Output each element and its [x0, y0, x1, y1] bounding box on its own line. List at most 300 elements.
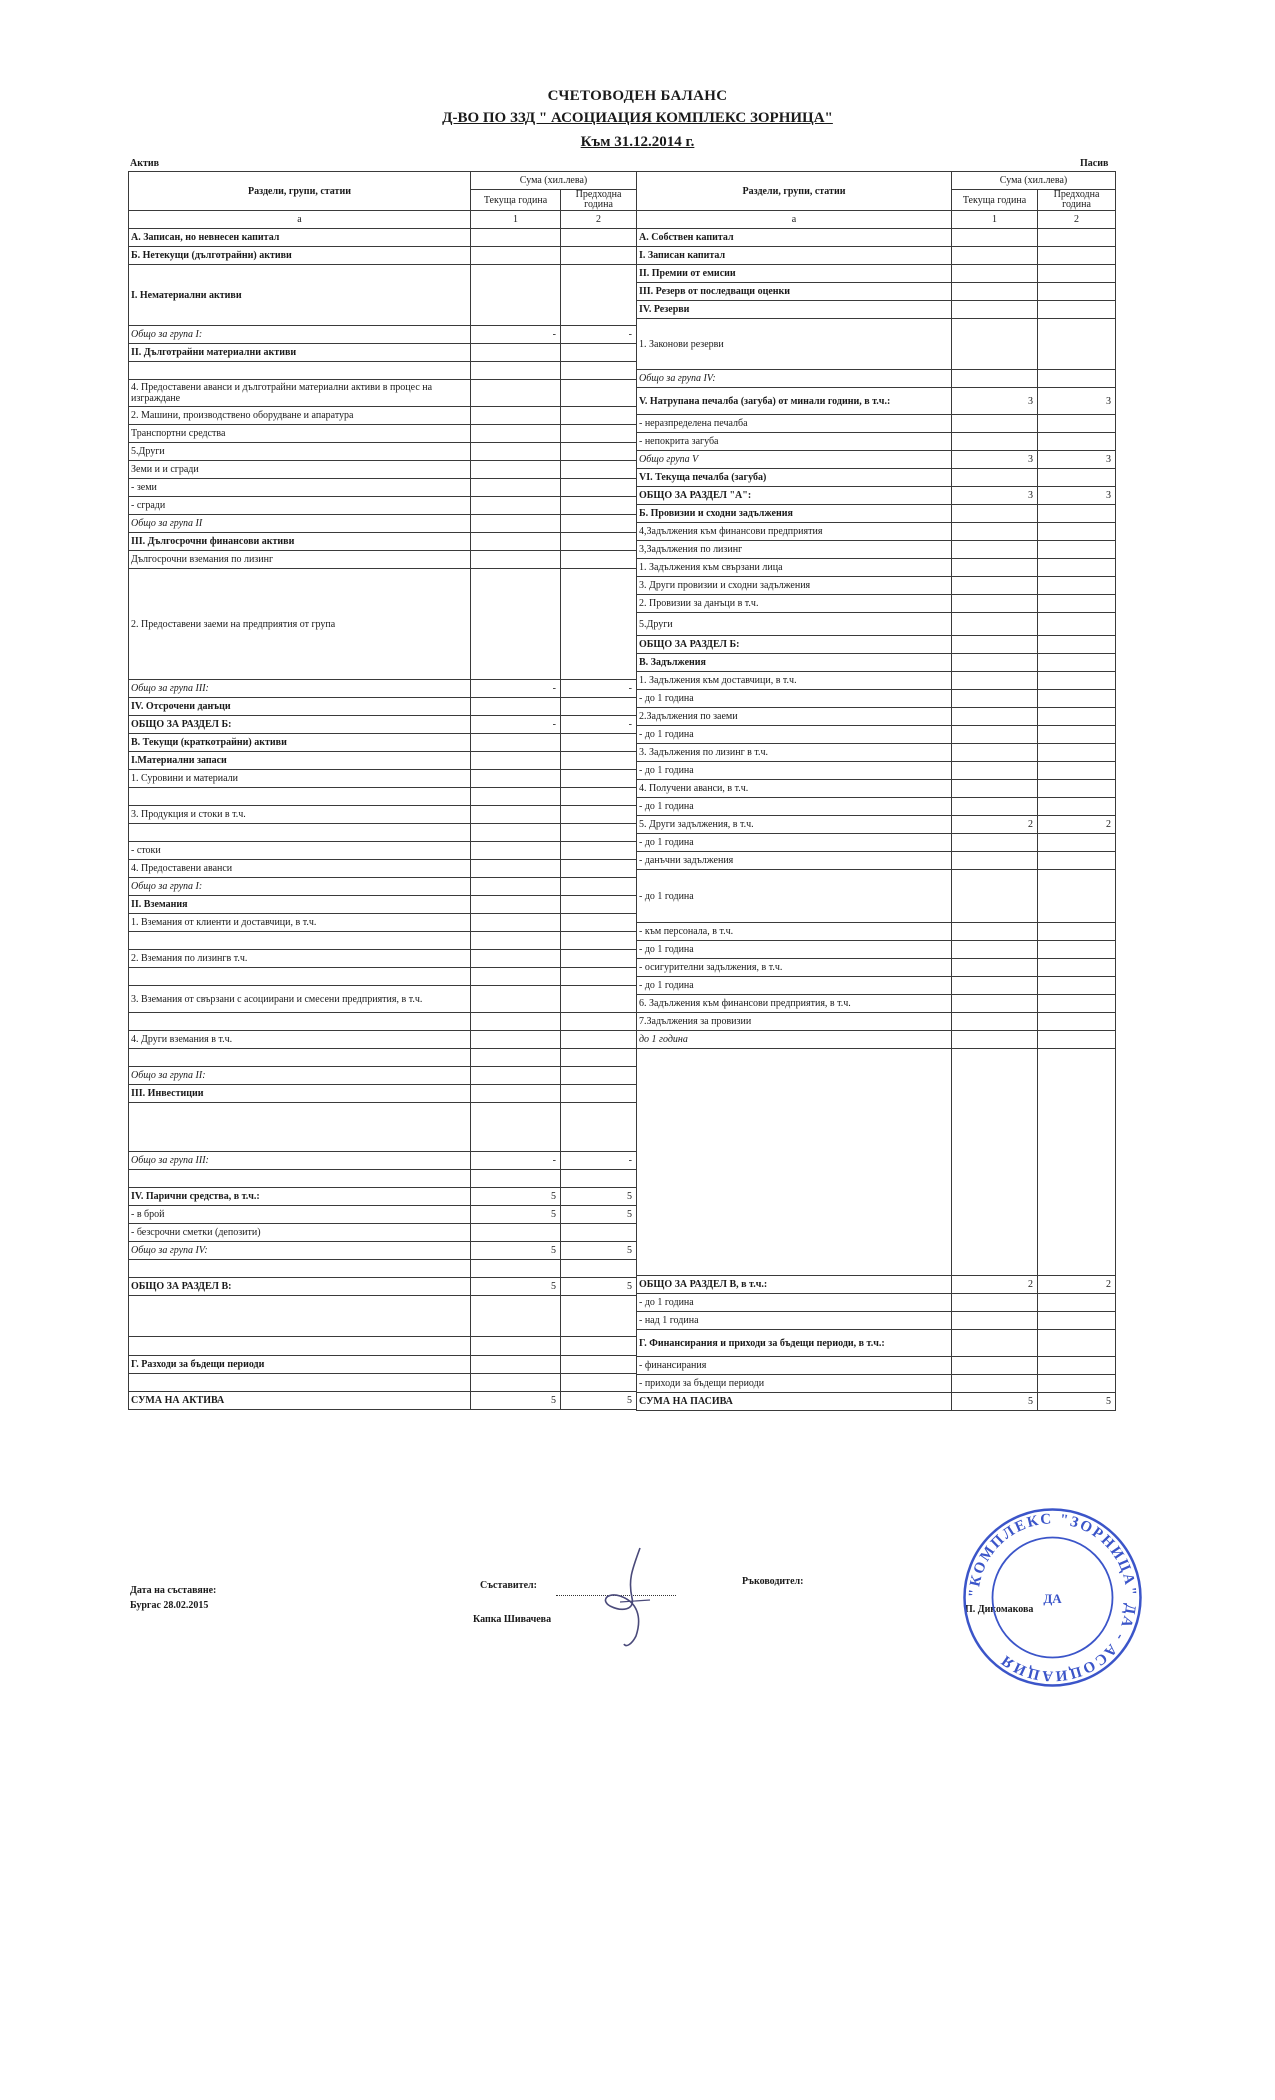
- asset-row: [129, 1296, 637, 1337]
- asset-row: [129, 533, 637, 551]
- liab-row-previous: [1038, 672, 1116, 690]
- liab-row-label: ОБЩО ЗА РАЗДЕЛ В, в т.ч.:: [637, 1276, 952, 1294]
- liab-row-current: [952, 834, 1038, 852]
- asset-row: [129, 407, 637, 425]
- asset-row-current: -: [471, 716, 561, 734]
- liab-current-header: Текуща година: [952, 190, 1038, 211]
- document-title: СЧЕТОВОДЕН БАЛАНС: [547, 88, 728, 104]
- asset-row-label: Общо за група II: [129, 515, 471, 533]
- liab-row-label: - до 1 година: [637, 1294, 952, 1312]
- asset-row-label: [129, 1260, 471, 1278]
- liab-row-label: - до 1 година: [637, 690, 952, 708]
- asset-row-label: Б. Нетекущи (дълготрайни) активи: [129, 247, 471, 265]
- liab-row-previous: [1038, 1330, 1116, 1357]
- asset-row-previous: [561, 443, 637, 461]
- liab-row-previous: [1038, 613, 1116, 636]
- asset-row-label: 2. Машини, производствено оборудване и апаратура: [129, 407, 471, 425]
- liab-row-current: [952, 229, 1038, 247]
- liab-row: [637, 1031, 1116, 1049]
- asset-row-previous: [561, 407, 637, 425]
- asset-row: [129, 698, 637, 716]
- asset-row: [129, 1170, 637, 1188]
- asset-row-label: ОБЩО ЗА РАЗДЕЛ В:: [129, 1278, 471, 1296]
- liab-row-current: [952, 301, 1038, 319]
- liab-row-current: [952, 923, 1038, 941]
- liab-row-label: - до 1 година: [637, 977, 952, 995]
- liab-row: [637, 798, 1116, 816]
- asset-row-current: [471, 569, 561, 680]
- liab-row: [637, 977, 1116, 995]
- liab-row-previous: [1038, 247, 1116, 265]
- liab-row-label: - неразпределена печалба: [637, 415, 952, 433]
- liab-row-label: V. Натрупана печалба (загуба) от минали години, в т.ч.:: [637, 388, 952, 415]
- liab-row-current: [952, 636, 1038, 654]
- liab-row-current: [952, 977, 1038, 995]
- liab-row-label: II. Премии от емисии: [637, 265, 952, 283]
- asset-row-label: IV. Отсрочени данъци: [129, 698, 471, 716]
- asset-row-current: [471, 698, 561, 716]
- liab-row-label: VI. Текуща печалба (загуба): [637, 469, 952, 487]
- asset-row-previous: 5: [561, 1278, 637, 1296]
- liab-row-previous: [1038, 577, 1116, 595]
- asset-row: [129, 1356, 637, 1374]
- asset-row-previous: [561, 824, 637, 842]
- liab-row-current: [952, 959, 1038, 977]
- liab-row-current: [952, 708, 1038, 726]
- liab-row-previous: 2: [1038, 1276, 1116, 1294]
- liab-row: [637, 388, 1116, 415]
- liab-row-label: - до 1 година: [637, 870, 952, 923]
- liab-row-current: [952, 469, 1038, 487]
- asset-row: [129, 986, 637, 1013]
- liab-row-previous: [1038, 1031, 1116, 1049]
- liab-row: [637, 923, 1116, 941]
- liab-row-label: - до 1 година: [637, 798, 952, 816]
- asset-row-current: [471, 1049, 561, 1067]
- asset-row: [129, 247, 637, 265]
- asset-row-label: СУМА НА АКТИВА: [129, 1392, 471, 1410]
- asset-row-previous: 5: [561, 1392, 637, 1410]
- liab-row: [637, 451, 1116, 469]
- manager-name: П. Дикомакова: [965, 1604, 1034, 1615]
- liab-row: [637, 690, 1116, 708]
- asset-row: [129, 362, 637, 380]
- liab-row-current: [952, 1049, 1038, 1276]
- asset-row-label: I. Нематериални активи: [129, 265, 471, 326]
- liab-row-current: [952, 726, 1038, 744]
- assets-current-header: Текуща година: [471, 190, 561, 211]
- liab-row-previous: [1038, 1049, 1116, 1276]
- asset-row-current: [471, 265, 561, 326]
- liab-row-label: 3. Задължения по лизинг в т.ч.: [637, 744, 952, 762]
- asset-row-label: [129, 1013, 471, 1031]
- asset-row: [129, 788, 637, 806]
- liab-row: [637, 1312, 1116, 1330]
- liab-row-label: - приходи за бъдещи периоди: [637, 1375, 952, 1393]
- company-name: Д-ВО ПО ЗЗД " АСОЦИАЦИЯ КОМПЛЕКС ЗОРНИЦА": [442, 110, 833, 126]
- liab-row-current: [952, 798, 1038, 816]
- asset-row-previous: [561, 752, 637, 770]
- asset-row-current: [471, 1013, 561, 1031]
- liab-row-current: [952, 319, 1038, 370]
- compiler-name: Капка Шивачева: [473, 1614, 552, 1625]
- asset-row-previous: [561, 1356, 637, 1374]
- liab-row-label: IV. Резерви: [637, 301, 952, 319]
- asset-row-label: [129, 1170, 471, 1188]
- asset-row-current: -: [471, 680, 561, 698]
- liab-row-previous: [1038, 1357, 1116, 1375]
- liab-row-previous: [1038, 265, 1116, 283]
- liab-row-current: [952, 595, 1038, 613]
- asset-row: [129, 716, 637, 734]
- liab-row-current: [952, 995, 1038, 1013]
- asset-row-current: -: [471, 1152, 561, 1170]
- asset-row-previous: [561, 569, 637, 680]
- asset-row-label: [129, 824, 471, 842]
- liab-row-current: [952, 1375, 1038, 1393]
- asset-row-previous: [561, 950, 637, 968]
- asset-row-previous: [561, 896, 637, 914]
- liab-row-current: 3: [952, 388, 1038, 415]
- asset-row-label: 3. Продукция и стоки в т.ч.: [129, 806, 471, 824]
- asset-row-previous: [561, 842, 637, 860]
- liab-row-label: - финансирания: [637, 1357, 952, 1375]
- liab-row-current: 2: [952, 1276, 1038, 1294]
- asset-row-previous: [561, 362, 637, 380]
- liab-row-current: [952, 744, 1038, 762]
- asset-row-current: [471, 461, 561, 479]
- asset-row-label: [129, 1103, 471, 1152]
- liab-row-current: 5: [952, 1393, 1038, 1411]
- asset-row-previous: [561, 734, 637, 752]
- liab-row: [637, 469, 1116, 487]
- liab-row-previous: [1038, 726, 1116, 744]
- liabilities-table: [636, 171, 1116, 1411]
- liab-row-previous: [1038, 283, 1116, 301]
- asset-row-previous: [561, 515, 637, 533]
- asset-row-current: [471, 806, 561, 824]
- seal-text: "КОМПЛЕКС "ЗОРНИЦА" ДА - АСОЦИАЦИЯ: [966, 1511, 1139, 1684]
- liab-row-current: [952, 265, 1038, 283]
- asset-row: [129, 479, 637, 497]
- liab-row: [637, 301, 1116, 319]
- liab-row-label: - до 1 година: [637, 762, 952, 780]
- liab-row-label: ОБЩО ЗА РАЗДЕЛ Б:: [637, 636, 952, 654]
- asset-row-previous: [561, 265, 637, 326]
- asset-row-previous: -: [561, 680, 637, 698]
- liab-index-2: 2: [1038, 211, 1116, 229]
- liab-row-label: [637, 1049, 952, 1276]
- asset-row-previous: [561, 479, 637, 497]
- liab-row-current: [952, 370, 1038, 388]
- liab-row-label: I. Записан капитал: [637, 247, 952, 265]
- liab-row: [637, 433, 1116, 451]
- asset-row: [129, 1013, 637, 1031]
- asset-row-previous: [561, 1374, 637, 1392]
- liab-row-current: [952, 505, 1038, 523]
- asset-row-current: -: [471, 326, 561, 344]
- asset-row-previous: [561, 425, 637, 443]
- asset-row-label: III. Дългосрочни финансови активи: [129, 533, 471, 551]
- liab-row-current: [952, 559, 1038, 577]
- asset-row-label: 3. Вземания от свързани с асоциирани и смесени предприятия, в т.ч.: [129, 986, 471, 1013]
- liabilities-label: Пасив: [1080, 158, 1109, 169]
- asset-row-previous: [561, 1296, 637, 1337]
- asset-row-label: 2. Вземания по лизингв т.ч.: [129, 950, 471, 968]
- asset-row-current: [471, 533, 561, 551]
- liab-row: [637, 370, 1116, 388]
- liab-row-previous: 3: [1038, 487, 1116, 505]
- liab-row: [637, 995, 1116, 1013]
- liab-row-previous: [1038, 370, 1116, 388]
- asset-row-current: [471, 1260, 561, 1278]
- liab-row-label: III. Резерв от последващи оценки: [637, 283, 952, 301]
- liab-row-previous: [1038, 744, 1116, 762]
- liab-row: [637, 1276, 1116, 1294]
- asset-row-label: [129, 932, 471, 950]
- liab-row: [637, 319, 1116, 370]
- asset-row-label: 5.Други: [129, 443, 471, 461]
- liab-row-current: 3: [952, 487, 1038, 505]
- liab-row-previous: [1038, 941, 1116, 959]
- asset-row-label: - безсрочни сметки (депозити): [129, 1224, 471, 1242]
- liab-row: [637, 487, 1116, 505]
- liab-row-previous: [1038, 415, 1116, 433]
- liab-row-previous: [1038, 780, 1116, 798]
- asset-row-previous: [561, 533, 637, 551]
- liab-row-label: 1. Законови резерви: [637, 319, 952, 370]
- asset-row-current: [471, 896, 561, 914]
- liab-row-current: [952, 852, 1038, 870]
- assets-section-header: Раздели, групи, статии: [129, 172, 471, 211]
- asset-row-previous: [561, 551, 637, 569]
- asset-row-current: [471, 380, 561, 407]
- asset-row-label: [129, 1296, 471, 1337]
- liab-row-label: - непокрита загуба: [637, 433, 952, 451]
- liab-row-previous: [1038, 834, 1116, 852]
- asset-row-label: [129, 788, 471, 806]
- asset-row-current: [471, 842, 561, 860]
- asset-row-current: [471, 247, 561, 265]
- asset-row-label: 4. Други вземания в т.ч.: [129, 1031, 471, 1049]
- asset-row-current: 5: [471, 1242, 561, 1260]
- assets-table: [128, 171, 637, 1410]
- liab-row-current: [952, 690, 1038, 708]
- asset-row: [129, 968, 637, 986]
- asset-row-previous: 5: [561, 1206, 637, 1224]
- asset-row-current: [471, 1085, 561, 1103]
- asset-row: [129, 1085, 637, 1103]
- liab-section-header: Раздели, групи, статии: [637, 172, 952, 211]
- liab-previous-header: Предходна година: [1038, 190, 1116, 211]
- asset-row-current: [471, 914, 561, 932]
- asset-row-label: 1. Суровини и материали: [129, 770, 471, 788]
- asset-row-label: - в брой: [129, 1206, 471, 1224]
- asset-row-current: [471, 1374, 561, 1392]
- assets-index-a: а: [129, 211, 471, 229]
- asset-row: [129, 914, 637, 932]
- liab-row-current: [952, 1013, 1038, 1031]
- asset-row: [129, 1031, 637, 1049]
- liab-row-label: - до 1 година: [637, 834, 952, 852]
- asset-row-previous: [561, 770, 637, 788]
- liab-row-previous: [1038, 798, 1116, 816]
- asset-row-current: [471, 1031, 561, 1049]
- asset-row-label: - сгради: [129, 497, 471, 515]
- liab-row-label: Общо за група IV:: [637, 370, 952, 388]
- liab-row-previous: [1038, 229, 1116, 247]
- liab-row-previous: [1038, 595, 1116, 613]
- asset-row-current: 5: [471, 1188, 561, 1206]
- liab-row: [637, 505, 1116, 523]
- asset-row-current: [471, 344, 561, 362]
- asset-row: [129, 551, 637, 569]
- liab-row-current: [952, 577, 1038, 595]
- asset-row-previous: -: [561, 1152, 637, 1170]
- asset-row-label: А. Записан, но невнесен капитал: [129, 229, 471, 247]
- liab-row-previous: [1038, 977, 1116, 995]
- asset-row: [129, 896, 637, 914]
- asset-row: [129, 1242, 637, 1260]
- asset-row-previous: [561, 806, 637, 824]
- asset-row-label: Общо за група III:: [129, 1152, 471, 1170]
- liab-row-label: 5.Други: [637, 613, 952, 636]
- liab-index-1: 1: [952, 211, 1038, 229]
- asset-row-previous: [561, 344, 637, 362]
- asset-row-label: - земи: [129, 479, 471, 497]
- liab-row-label: 6. Задължения към финансови предприятия, в т.ч.: [637, 995, 952, 1013]
- liab-row-previous: [1038, 541, 1116, 559]
- liab-row-previous: [1038, 654, 1116, 672]
- liab-row: [637, 415, 1116, 433]
- asset-row: [129, 497, 637, 515]
- asset-row-label: Общо за група IV:: [129, 1242, 471, 1260]
- asset-row-previous: [561, 1085, 637, 1103]
- assets-amount-header: Сума (хил.лева): [471, 172, 637, 190]
- asset-row: [129, 515, 637, 533]
- asset-row-current: [471, 497, 561, 515]
- liab-row-current: [952, 780, 1038, 798]
- asset-row-current: [471, 1296, 561, 1337]
- liab-row-current: [952, 523, 1038, 541]
- liab-row-label: Г. Финансирания и приходи за бъдещи периоди, в т.ч.:: [637, 1330, 952, 1357]
- liab-row-label: до 1 година: [637, 1031, 952, 1049]
- asset-row-previous: [561, 968, 637, 986]
- asset-row: [129, 1049, 637, 1067]
- asset-row-previous: [561, 1337, 637, 1356]
- liab-row: [637, 941, 1116, 959]
- liab-row: [637, 654, 1116, 672]
- liab-row: [637, 1330, 1116, 1357]
- assets-label: Актив: [130, 158, 160, 169]
- liab-row-previous: [1038, 319, 1116, 370]
- company-seal-stamp: [960, 1505, 1145, 1690]
- assets-index-1: 1: [471, 211, 561, 229]
- asset-row-label: 4. Предоставени аванси и дълготрайни материални активи в процес на изграждане: [129, 380, 471, 407]
- asset-row: [129, 932, 637, 950]
- asset-row: [129, 229, 637, 247]
- liab-row: [637, 708, 1116, 726]
- asset-row-previous: [561, 1031, 637, 1049]
- asset-row: [129, 878, 637, 896]
- liab-row-label: ОБЩО ЗА РАЗДЕЛ "А":: [637, 487, 952, 505]
- liab-row-previous: [1038, 301, 1116, 319]
- liab-row-previous: [1038, 559, 1116, 577]
- liab-row-previous: [1038, 523, 1116, 541]
- asset-row: [129, 734, 637, 752]
- liab-row-label: 4. Получени аванси, в т.ч.: [637, 780, 952, 798]
- asset-row: [129, 680, 637, 698]
- asset-row: [129, 842, 637, 860]
- asset-row-current: [471, 1224, 561, 1242]
- liab-index-a: а: [637, 211, 952, 229]
- asset-row-current: [471, 950, 561, 968]
- liab-row-current: 3: [952, 451, 1038, 469]
- liab-row: [637, 613, 1116, 636]
- asset-row-previous: [561, 698, 637, 716]
- liab-row-label: А. Собствен капитал: [637, 229, 952, 247]
- asset-row-label: [129, 968, 471, 986]
- liab-row: [637, 1013, 1116, 1031]
- liab-row: [637, 852, 1116, 870]
- liab-row: [637, 1049, 1116, 1276]
- asset-row: [129, 1188, 637, 1206]
- liab-row-previous: [1038, 708, 1116, 726]
- liab-row-label: 3. Други провизии и сходни задължения: [637, 577, 952, 595]
- asset-row-label: ОБЩО ЗА РАЗДЕЛ Б:: [129, 716, 471, 734]
- asset-row: [129, 344, 637, 362]
- asset-row-previous: -: [561, 716, 637, 734]
- liab-row-previous: [1038, 636, 1116, 654]
- asset-row-current: [471, 824, 561, 842]
- asset-row-label: III. Инвестиции: [129, 1085, 471, 1103]
- asset-row: [129, 1337, 637, 1356]
- liab-row: [637, 229, 1116, 247]
- asset-row-current: [471, 1067, 561, 1085]
- liab-row: [637, 870, 1116, 923]
- asset-row-label: - стоки: [129, 842, 471, 860]
- asset-row-current: [471, 860, 561, 878]
- asset-row-label: [129, 362, 471, 380]
- liab-row-previous: [1038, 433, 1116, 451]
- asset-row-previous: [561, 932, 637, 950]
- liab-row: [637, 672, 1116, 690]
- liab-row-label: Общо група V: [637, 451, 952, 469]
- asset-row: [129, 265, 637, 326]
- asset-row-current: 5: [471, 1278, 561, 1296]
- liab-row-label: 1. Задължения към доставчици, в т.ч.: [637, 672, 952, 690]
- asset-row: [129, 860, 637, 878]
- asset-row-current: [471, 752, 561, 770]
- asset-row: [129, 1067, 637, 1085]
- liab-row-label: В. Задължения: [637, 654, 952, 672]
- asset-row-previous: [561, 878, 637, 896]
- asset-row-label: Земи и и сгради: [129, 461, 471, 479]
- asset-row: [129, 425, 637, 443]
- asset-row-previous: [561, 461, 637, 479]
- liab-row: [637, 247, 1116, 265]
- asset-row-current: [471, 1170, 561, 1188]
- asset-row-previous: 5: [561, 1188, 637, 1206]
- asset-row-label: Общо за група III:: [129, 680, 471, 698]
- liab-row-label: СУМА НА ПАСИВА: [637, 1393, 952, 1411]
- asset-row: [129, 443, 637, 461]
- liab-row-previous: 5: [1038, 1393, 1116, 1411]
- asset-row-previous: -: [561, 326, 637, 344]
- liab-row: [637, 762, 1116, 780]
- asset-row-label: IV. Парични средства, в т.ч.:: [129, 1188, 471, 1206]
- manager-label: Ръководител:: [742, 1576, 804, 1587]
